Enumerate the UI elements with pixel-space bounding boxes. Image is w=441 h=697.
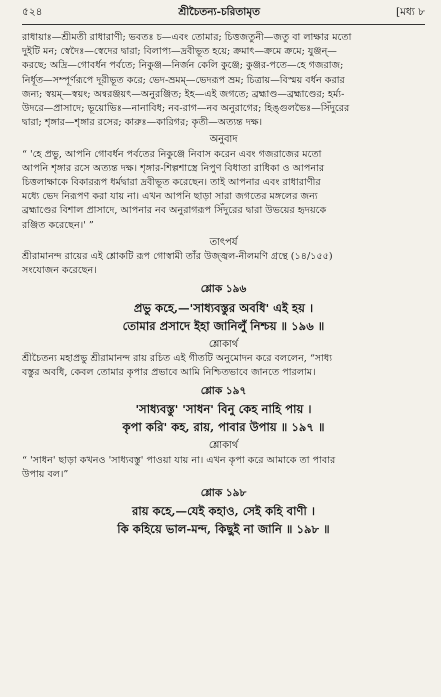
verse-198-line: রায় কহে,—যেই কহাও, সেই কহি বাণী ।	[131, 504, 316, 519]
word-meaning-line: দ্বারা; শৃঙ্গার—শৃঙ্গার রসের; কারুঃ—কারিগর; কৃতী—অত্যন্ত দক্ষ।	[22, 117, 263, 129]
page-title: শ্রীচৈতন্য-চরিতামৃত	[178, 6, 261, 18]
translation-line: মধ্যে ভেদ নিরূপণ করা যায় না। এখন আপনি ছাড়া সারা জগতের মঙ্গলের জন্য	[22, 191, 318, 203]
verse-198-line: কি কহিয়ে ভাল-মন্দ, কিছুই না জানি ॥ ১৯৮ ॥	[117, 522, 330, 537]
verse-196-meaning-line: শ্রীচৈতন্য মহাপ্রভু শ্রীরামানন্দ রায় রচিত এই গীতটি অনুমোদন করে বললেন, “সাধ্য	[22, 352, 333, 364]
translation-line: “ 'হে প্রভু, আপনি গোবর্ধন পর্বতের নিকুঞ্জে নিবাস করেন এবং গজরাজের মতো	[22, 148, 322, 160]
translation	[22, 148, 425, 233]
purport-line: শ্রীরামানন্দ রায়ের এই শ্লোকটি রূপ গোস্বামী তাঁর উজ্জ্বল-নীলমণি গ্রন্থে (১৪/১৫৫)	[22, 251, 333, 263]
verse-196-meaning-label: শ্লোকার্থ	[208, 338, 239, 350]
word-meaning-line: রাধায়াঃ—শ্রীমতী রাধারাণী; ভবতঃ চ—এবং তোমার; চিত্তজতুনী—জতু বা লাক্ষার মতো	[22, 32, 352, 43]
word-meaning-line: জন্য; স্বয়ম্—স্বয়ং; অন্বরঞ্জয়ৎ—অনুরঞ্জিত; ইহ—এই জগতে; ব্রহ্মাণ্ড—ব্রহ্মাণ্ডের; হর্ম্য-	[22, 88, 345, 100]
page-body	[22, 31, 425, 538]
translation-line: ব্রহ্মাণ্ডের বিশাল প্রাসাদে, আপনার নব অনুরাগরূপ সিঁদুরের দ্বারা উভয়ের হৃদয়কে	[22, 205, 327, 217]
translation-heading: অনুবাদ	[209, 134, 238, 146]
verse-196-line: প্রভু কহে,—'সাধ্যবস্তুর অবধি' এই হয় ।	[133, 300, 314, 315]
verse-196-line: তোমার প্রসাদে ইহা জানিলুঁ নিশ্চয় ॥ ১৯৬ ॥	[122, 318, 325, 333]
verse-197-meaning-line: উপায় বল।”	[22, 468, 69, 480]
purport-heading: তাৎপর্য	[209, 236, 238, 248]
verse-197-meaning-label: শ্লোকার্থ	[208, 440, 239, 452]
verse-196-meaning-line: বস্তুর অবধি, কেবল তোমার কৃপার প্রভাবে আমি নিশ্চিতভাবে জানতে পারলাম।	[22, 367, 316, 379]
word-meaning-line: দুইটি মন; স্বেদৈঃ—স্বেদের দ্বারা; বিলাপ্য—দ্রবীভূত হয়ে; ক্রমাৎ—ক্রমে ক্রমে; যুঞ্জন্—	[22, 46, 337, 58]
verse-197-line: 'সাধ্যবস্তু' 'সাধন' বিনু কেহ নাহি পায় ।	[135, 402, 312, 417]
section-label: [মধ্য ৮	[395, 6, 425, 18]
word-meaning-line: উদরে—প্রাসাদে; ভূয়োভিঃ—নানাবিধ; নব-রাগ—নব অনুরাগের; হিঙ্গুলভৈঃ—সিঁদুরের	[22, 103, 350, 115]
translation-line: আপনি শৃঙ্গার রসে অত্যন্ত দক্ষ। শৃঙ্গার-শিল্পশাস্ত্রে নিপুণ বিধাতা রাধিকা ও আপনার	[22, 162, 325, 174]
page-header	[22, 6, 425, 25]
verse-198-heading: শ্লোক ১৯৮	[200, 487, 247, 500]
verse-197-meaning-line: “ 'সাধন' ছাড়া কখনও 'সাধ্যবস্তু' পাওয়া যায় না। এখন কৃপা করে আমাকে তা পাবার	[22, 454, 336, 466]
purport-line: সংযোজন করেছেন।	[22, 265, 97, 277]
translation-line: রঞ্জিত করেছেন।' ”	[22, 219, 94, 231]
verse-197-heading: শ্লোক ১৯৭	[200, 385, 247, 398]
purport	[22, 250, 425, 278]
word-meaning-line: নির্ধূত—সম্পূর্ণরূপে দূরীভূত করে; ভেদ-ভ্রমম্—ভেদরূপ ভ্রম; চিত্রায়—বিস্ময় বর্ধন করার	[22, 74, 345, 86]
word-meaning-line: করছে; অদ্রি—গোবর্ধন পর্বতে; নিকুঞ্জ—নির্জন কেলি কুঞ্জে; কুঞ্জর-পতে—হে গজরাজ;	[22, 60, 344, 72]
verse-196-heading: শ্লোক ১৯৬	[200, 283, 247, 296]
verse-197-line: কৃপা করি' কহ, রায়, পাবার উপায় ॥ ১৯৭ ॥	[122, 420, 325, 435]
word-meanings	[22, 31, 425, 130]
page-number: ৫২৪	[22, 6, 43, 18]
translation-line: চিত্তলাক্ষাকে বিকাররূপ ধর্মদ্বারা দ্রবীভূত করেছেন। তাই আপনার এবং রাধারাণীর	[22, 177, 321, 189]
